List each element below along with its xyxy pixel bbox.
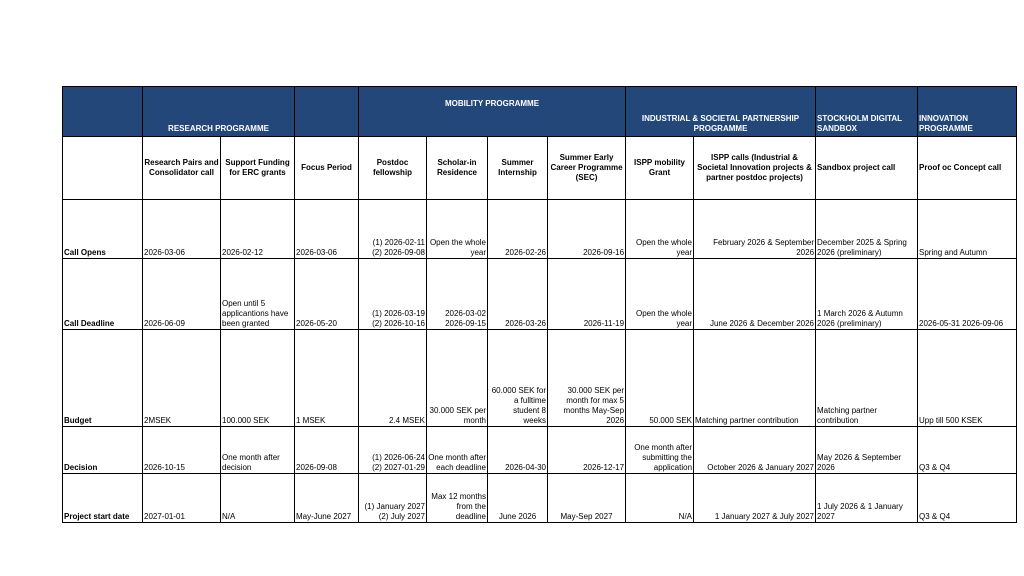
col-header: Summer Internship: [488, 137, 548, 200]
col-header: Focus Period: [295, 137, 359, 200]
col-header: Support Funding for ERC grants: [221, 137, 295, 200]
table-cell: One month after decision: [221, 427, 295, 474]
table-cell: 2026-06-09: [143, 259, 221, 330]
row-label: Project start date: [63, 474, 143, 523]
table-cell: 30.000 SEK per month: [427, 330, 488, 427]
table-cell: Open the whole year: [427, 200, 488, 259]
table-cell: N/A: [221, 474, 295, 523]
table-cell: 2026-03-26: [488, 259, 548, 330]
col-header: Research Pairs and Consolidator call: [143, 137, 221, 200]
table-cell: 2026-02-26: [488, 200, 548, 259]
group-header-row: [63, 87, 1017, 137]
table-cell: One month after submitting the application: [626, 427, 694, 474]
table-cell: Open the whole year: [626, 259, 694, 330]
table-cell: May-Sep 2027: [548, 474, 626, 523]
table-cell: Q3 & Q4: [918, 427, 1017, 474]
table-cell: December 2025 & Spring 2026 (preliminary): [816, 200, 918, 259]
group-innovation: INNOVATION PROGRAMME: [918, 87, 1017, 137]
table-row-call-deadline: [63, 259, 1017, 330]
table-row-decision: [63, 427, 1017, 474]
table-cell: N/A: [626, 474, 694, 523]
table-cell: June 2026: [488, 474, 548, 523]
col-header: Scholar-in Residence: [427, 137, 488, 200]
table-cell: February 2026 & September 2026: [694, 200, 816, 259]
col-header: Proof oc Concept call: [918, 137, 1017, 200]
table-cell: May 2026 & September 2026: [816, 427, 918, 474]
table-cell: 2026-03-06: [143, 200, 221, 259]
table-cell: (1) 2026-06-24 (2) 2027-01-29: [359, 427, 427, 474]
table-row-call-opens: [63, 200, 1017, 259]
table-cell: 2026-10-15: [143, 427, 221, 474]
table-cell: Spring and Autumn: [918, 200, 1017, 259]
table-cell: 2MSEK: [143, 330, 221, 427]
table-cell: Open until 5 applicantions have been granted: [221, 259, 295, 330]
table-row-budget: [63, 330, 1017, 427]
table-cell: 2026-05-31 2026-09-06: [918, 259, 1017, 330]
col-header: Summer Early Career Programme (SEC): [548, 137, 626, 200]
table-cell: (1) January 2027 (2) July 2027: [359, 474, 427, 523]
corner-cell: [63, 87, 143, 137]
table-cell: 2026-03-02 2026-09-15: [427, 259, 488, 330]
table-cell: 1 July 2026 & 1 January 2027: [816, 474, 918, 523]
table-cell: Upp till 500 KSEK: [918, 330, 1017, 427]
group-ispp: INDUSTRIAL & SOCIETAL PARTNERSHIP PROGRAMME: [626, 87, 816, 137]
table-cell: 2026-05-20: [295, 259, 359, 330]
col-header: ISPP calls (Industrial & Societal Innovation projects & partner postdoc projects): [694, 137, 816, 200]
table-cell: Matching partner contribution: [694, 330, 816, 427]
table-cell: 100.000 SEK: [221, 330, 295, 427]
row-label: Budget: [63, 330, 143, 427]
column-header-row: [63, 137, 1017, 200]
row-label: Call Opens: [63, 200, 143, 259]
row-label-header: [63, 137, 143, 200]
table-cell: One month after each deadline: [427, 427, 488, 474]
table-cell: Open the whole year: [626, 200, 694, 259]
table-cell: 1 January 2027 & July 2027: [694, 474, 816, 523]
col-header: Sandbox project call: [816, 137, 918, 200]
programme-calls-table: [62, 86, 1017, 523]
table-cell: 2026-04-30: [488, 427, 548, 474]
table-cell: 50.000 SEK: [626, 330, 694, 427]
row-label: Call Deadline: [63, 259, 143, 330]
table-cell: 2026-12-17: [548, 427, 626, 474]
table-cell: 2027-01-01: [143, 474, 221, 523]
col-header: Postdoc fellowship: [359, 137, 427, 200]
table-row-project-start: [63, 474, 1017, 523]
group-research-ext: [295, 87, 359, 137]
row-label: Decision: [63, 427, 143, 474]
table-cell: Max 12 months from the deadline: [427, 474, 488, 523]
table-cell: 30.000 SEK per month for max 5 months May-Sep 2026: [548, 330, 626, 427]
table-cell: 2026-11-19: [548, 259, 626, 330]
table-cell: June 2026 & December 2026: [694, 259, 816, 330]
table-cell: May-June 2027: [295, 474, 359, 523]
table-cell: (1) 2026-03-19 (2) 2026-10-16: [359, 259, 427, 330]
table-cell: Matching partner contribution: [816, 330, 918, 427]
table-cell: 2026-09-08: [295, 427, 359, 474]
table-cell: Q3 & Q4: [918, 474, 1017, 523]
group-mobility: MOBILITY PROGRAMME: [359, 87, 626, 137]
table-cell: (1) 2026-02-11 (2) 2026-09-08: [359, 200, 427, 259]
col-header: ISPP mobility Grant: [626, 137, 694, 200]
table-cell: 2.4 MSEK: [359, 330, 427, 427]
table-cell: October 2026 & January 2027: [694, 427, 816, 474]
table-cell: 1 March 2026 & Autumn 2026 (preliminary): [816, 259, 918, 330]
group-sandbox: STOCKHOLM DIGITAL SANDBOX: [816, 87, 918, 137]
table-cell: 1 MSEK: [295, 330, 359, 427]
table-cell: 2026-02-12: [221, 200, 295, 259]
group-research: RESEARCH PROGRAMME: [143, 87, 295, 137]
table-cell: 60.000 SEK for a fulltime student 8 weeks: [488, 330, 548, 427]
table-cell: 2026-03-06: [295, 200, 359, 259]
table-cell: 2026-09-16: [548, 200, 626, 259]
